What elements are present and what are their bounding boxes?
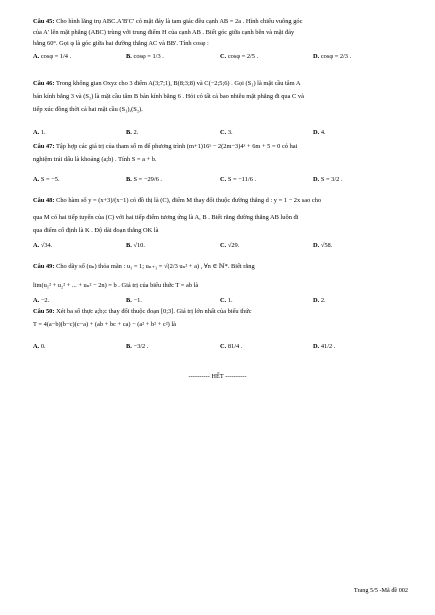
q48-options (33, 242, 407, 252)
q46-line-1: Câu 46: Trong không gian Oxyz cho 3 điểm A(3;7;1), B(8;3;8) và C(−2;5;6) . Gọi (S₁) là mặt cầu tâm A (33, 80, 301, 87)
q47-line-2: nghiệm trái dấu là khoảng (a;b) . Tính S = a + b. (33, 156, 157, 163)
q45-line-1 (33, 18, 407, 26)
end-marker: ---------- HẾT ---------- (188, 373, 247, 380)
q45-option-a[interactable]: A. cosφ = 1/4 . (33, 53, 72, 60)
q45-line-2: của A′ lên mặt phẳng (ABC) trùng với trung điểm H của cạnh AB . Biết góc giữa cạnh bên và mặt đáy (33, 29, 295, 36)
q48-option-c[interactable]: C. √29. (220, 242, 240, 249)
q48-line-1: Câu 48: Cho hàm số y = (x+3)/(x−1) có đồ thị là (C), điểm M thay đổi thuộc đường thẳng d : y = 1 − 2x sao cho (33, 197, 322, 204)
q48-line-3: qua điểm cố định là K . Độ dài đoạn thẳng OK là (33, 227, 159, 234)
q49-option-b[interactable]: B. −1. (126, 297, 142, 304)
q45-option-b[interactable]: B. cosφ = 1/3 . (126, 53, 164, 60)
q47-label: Câu 47: (33, 143, 55, 150)
q50-line-2: T = 4(a−b)(b−c)(c−a) + (ab + bc + ca) − (a² + b² + c²) là (33, 321, 176, 328)
q47-option-a[interactable]: A. S = −5. (33, 176, 60, 183)
q47-option-d[interactable]: D. S = 3/2 . (313, 176, 343, 183)
q49-option-c[interactable]: C. 1. (220, 297, 233, 304)
q47-option-b[interactable]: B. S = −29/6 . (126, 176, 162, 183)
q48-option-d[interactable]: D. √58. (313, 242, 333, 249)
q47-option-c[interactable]: C. S = −11/6 . (220, 176, 257, 183)
q45-text-1: Cho hình lăng trụ ABC.A′B′C′ có mặt đáy là tam giác đều cạnh AB = 2a . Hình chiếu vuông góc (56, 18, 303, 25)
q47-line-1: Câu 47: Tập hợp các giá trị của tham số m để phương trình (m+1)16ˣ − 2(2m−3)4ˣ + 6m + 5 = 0 có hai (33, 143, 298, 150)
q45-options (33, 53, 407, 63)
q49-line-1: Câu 49: Cho dãy số (uₙ) thỏa mãn : u₁ = 1; uₙ₊₁ = √(2/3 uₙ² + a) , ∀n ∈ ℕ*. Biết rằng (33, 263, 255, 270)
q49-options (33, 297, 407, 307)
q45-option-d[interactable]: D. cosφ = 2/3 . (313, 53, 352, 60)
q45-line-3: bằng 60°. Gọi φ là góc giữa hai đường thẳng AC và BB′. Tính cosφ : (33, 40, 209, 47)
q50-option-b[interactable]: B. −3/2 . (126, 343, 149, 350)
q46-option-d[interactable]: D. 4. (313, 129, 326, 136)
q48-option-b[interactable]: B. √10. (126, 242, 145, 249)
q50-option-c[interactable]: C. 81/4 . (220, 343, 243, 350)
q50-label: Câu 50: (33, 308, 55, 315)
q48-option-a[interactable]: A. √34. (33, 242, 53, 249)
q46-option-b[interactable]: B. 2. (126, 129, 139, 136)
q48-label: Câu 48: (33, 197, 55, 204)
page-footer: Trang 5/5 -Mã đề 002 (353, 587, 408, 594)
q46-option-c[interactable]: C. 3. (220, 129, 233, 136)
q47-options (33, 176, 407, 186)
q50-option-a[interactable]: A. 0. (33, 343, 46, 350)
q50-line-1: Câu 50: Xét ba số thực a;b;c thay đổi thuộc đoạn [0;3]. Giá trị lớn nhất của biểu thức (33, 308, 252, 315)
q46-line-3: tiếp xúc đồng thời cả hai mặt cầu (S₁),(S₂). (33, 106, 143, 113)
q49-option-d[interactable]: D. 2. (313, 297, 326, 304)
q50-option-d[interactable]: D. 41/2 . (313, 343, 336, 350)
q45-label: Câu 45: (33, 18, 55, 25)
q46-options (33, 129, 407, 139)
q46-line-2: bán kính bằng 3 và (S₂) là mặt cầu tâm B bán kính bằng 6 . Hỏi có tất cả bao nhiêu mặt phẳng đi qua C và (33, 93, 304, 100)
q50-options (33, 343, 407, 353)
q49-label: Câu 49: (33, 263, 55, 270)
q49-line-2: lim(u₁² + u₂² + ... + uₙ² − 2n) = b . Giá trị của biểu thức T = ab là (33, 282, 199, 289)
q49-option-a[interactable]: A. −2. (33, 297, 50, 304)
q48-line-2: qua M có hai tiếp tuyến của (C) với hai tiếp điểm tương ứng là A, B . Biết rằng đường thẳng AB luôn đi (33, 214, 299, 221)
q46-label: Câu 46: (33, 80, 55, 87)
q45-option-c[interactable]: C. cosφ = 2/5 . (220, 53, 259, 60)
q46-option-a[interactable]: A. 1. (33, 129, 46, 136)
